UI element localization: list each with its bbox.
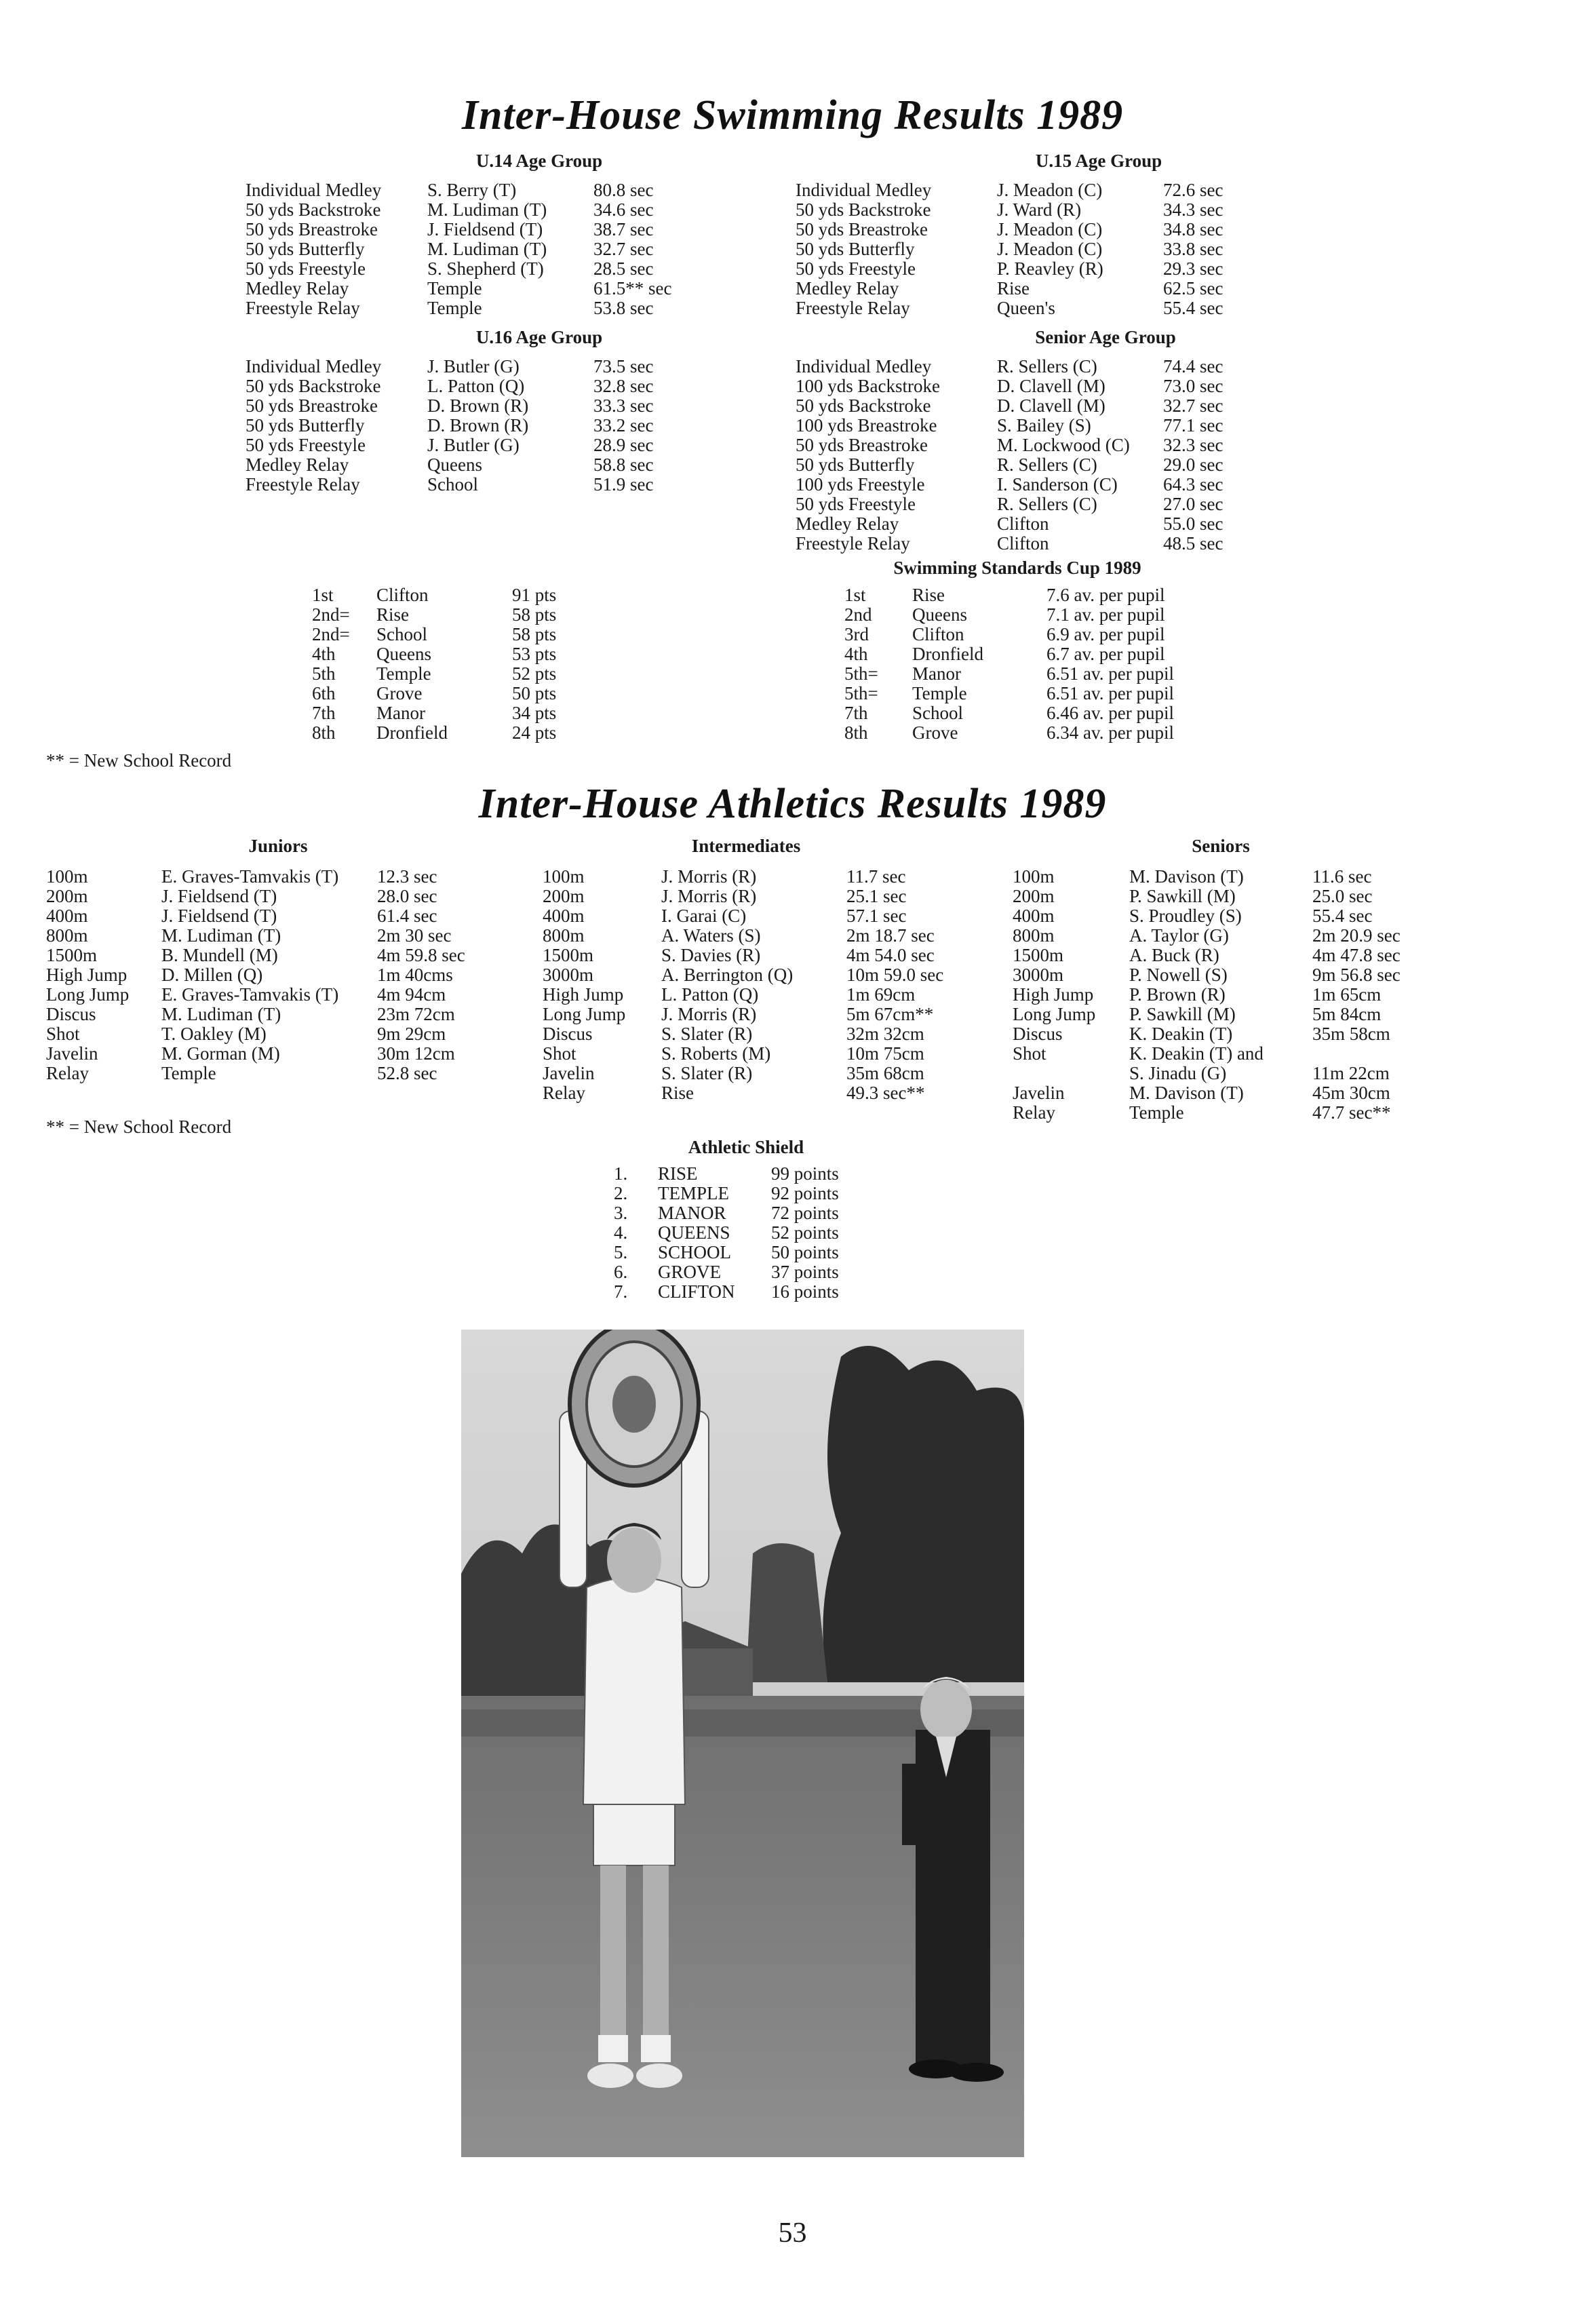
cell-name: Manor (376, 703, 425, 723)
cell-name: RISE (658, 1163, 698, 1184)
cell-event: Javelin (543, 1063, 595, 1083)
cell-event: 1500m (46, 945, 98, 965)
cell-event: 2nd= (312, 604, 350, 625)
cell-name: D. Brown (R) (427, 415, 529, 435)
cell-name: TEMPLE (658, 1183, 729, 1203)
cell-name: Rise (912, 585, 945, 605)
cell-name: S. Slater (R) (661, 1063, 753, 1083)
cell-result: 11.7 sec (846, 866, 906, 887)
cell-result: 37 points (771, 1262, 839, 1282)
cell-name: Rise (376, 604, 410, 625)
cell-name: P. Brown (R) (1129, 984, 1226, 1005)
cell-name: S. Slater (R) (661, 1024, 753, 1044)
cell-name: I. Sanderson (C) (997, 474, 1118, 495)
cell-name: T. Oakley (M) (161, 1024, 267, 1044)
cell-result: 1m 65cm (1312, 984, 1382, 1005)
cell-result: 52 points (771, 1222, 839, 1243)
cell-result: 47.7 sec** (1312, 1102, 1391, 1123)
cell-event: 3000m (1013, 965, 1064, 985)
cell-event: 50 yds Breastroke (246, 395, 378, 416)
cell-name: I. Garai (C) (661, 906, 747, 926)
senior-heading: Senior Age Group (1035, 327, 1176, 347)
cell-result: 77.1 sec (1163, 415, 1224, 435)
cell-result: 33.3 sec (593, 395, 654, 416)
cell-result: 55.0 sec (1163, 514, 1224, 534)
cell-name: SCHOOL (658, 1242, 732, 1262)
cell-event: Freestyle Relay (246, 298, 360, 318)
cell-result: 23m 72cm (377, 1004, 455, 1024)
cell-name: Grove (912, 722, 958, 743)
cell-name: S. Davies (R) (661, 945, 761, 965)
cell-name: Rise (661, 1083, 694, 1103)
cell-result: 6.51 av. per pupil (1046, 683, 1174, 703)
cell-result: 30m 12cm (377, 1043, 455, 1064)
cell-result: 61.5** sec (593, 278, 672, 298)
cell-result: 58 pts (512, 604, 557, 625)
cell-result: 49.3 sec** (846, 1083, 925, 1103)
cell-result: 29.0 sec (1163, 454, 1224, 475)
cell-result: 33.8 sec (1163, 239, 1224, 259)
u16-heading: U.16 Age Group (475, 327, 603, 347)
cell-name: K. Deakin (T) (1129, 1024, 1233, 1044)
cell-name: Queens (376, 644, 431, 664)
cell-name: S. Shepherd (T) (427, 258, 544, 279)
cell-event: Medley Relay (246, 278, 349, 298)
cell-event: Long Jump (543, 1004, 626, 1024)
cell-event: Medley Relay (796, 278, 899, 298)
cell-name: M. Lockwood (C) (997, 435, 1130, 455)
cell-result: 62.5 sec (1163, 278, 1224, 298)
cell-result: 55.4 sec (1163, 298, 1224, 318)
cell-event: Shot (46, 1024, 80, 1044)
cell-event: Discus (1013, 1024, 1063, 1044)
cell-event: 5th (312, 663, 336, 684)
cell-name: L. Patton (Q) (661, 984, 759, 1005)
cell-name: A. Berrington (Q) (661, 965, 794, 985)
cell-event: 400m (543, 906, 585, 926)
cell-event: 50 yds Backstroke (796, 395, 931, 416)
cell-event: 1st (844, 585, 866, 605)
cell-event: Discus (543, 1024, 593, 1044)
cell-event: 3000m (543, 965, 594, 985)
cell-name: D. Clavell (M) (997, 395, 1105, 416)
cell-result: 6.46 av. per pupil (1046, 703, 1174, 723)
cell-name: K. Deakin (T) and (1129, 1043, 1264, 1064)
cell-event: Relay (1013, 1102, 1055, 1123)
cell-name: Dronfield (376, 722, 448, 743)
cell-event: Javelin (46, 1043, 98, 1064)
cell-name: R. Sellers (C) (997, 454, 1097, 475)
cell-name: D. Millen (Q) (161, 965, 263, 985)
cell-event: 1. (614, 1163, 628, 1184)
cell-result: 33.2 sec (593, 415, 654, 435)
cell-name: P. Nowell (S) (1129, 965, 1228, 985)
u15-heading: U.15 Age Group (1035, 151, 1162, 171)
cell-event: 8th (844, 722, 868, 743)
cell-event: Relay (543, 1083, 585, 1103)
cell-event: Medley Relay (796, 514, 899, 534)
cell-event: Individual Medley (796, 180, 932, 200)
cell-event: 50 yds Backstroke (796, 199, 931, 220)
cell-result: 12.3 sec (377, 866, 437, 887)
cell-result: 28.0 sec (377, 886, 437, 906)
cell-event: 800m (543, 925, 585, 946)
cell-event: 100m (46, 866, 88, 887)
cell-name: J. Butler (G) (427, 356, 520, 376)
cell-result: 32.8 sec (593, 376, 654, 396)
cell-name: Rise (997, 278, 1030, 298)
cell-result: 34.6 sec (593, 199, 654, 220)
cell-result: 9m 56.8 sec (1312, 965, 1401, 985)
cell-event: 2. (614, 1183, 628, 1203)
cell-result: 6.51 av. per pupil (1046, 663, 1174, 684)
cell-name: Clifton (997, 514, 1049, 534)
cell-result: 28.9 sec (593, 435, 654, 455)
cell-event: 100 yds Freestyle (796, 474, 925, 495)
cell-name: E. Graves-Tamvakis (T) (161, 866, 339, 887)
athletics-title: Inter-House Athletics Results 1989 (478, 781, 1107, 827)
cell-result: 24 pts (512, 722, 557, 743)
cell-event: 50 yds Butterfly (796, 239, 915, 259)
cell-event: 1500m (1013, 945, 1064, 965)
cell-event: 100m (1013, 866, 1055, 887)
trophy-photo (461, 1330, 1024, 2157)
cell-result: 34.3 sec (1163, 199, 1224, 220)
cell-result: 50 points (771, 1242, 839, 1262)
cell-event: Freestyle Relay (246, 474, 360, 495)
cell-event: 50 yds Butterfly (246, 239, 365, 259)
cell-event: Relay (46, 1063, 89, 1083)
swimming-record-note: ** = New School Record (46, 750, 232, 771)
cell-event: 50 yds Freestyle (796, 494, 916, 514)
cell-event: 8th (312, 722, 336, 743)
cell-event: Long Jump (1013, 1004, 1096, 1024)
cell-name: A. Taylor (G) (1129, 925, 1229, 946)
cell-result: 53 pts (512, 644, 557, 664)
cell-event: Shot (543, 1043, 576, 1064)
swimming-title: Inter-House Swimming Results 1989 (461, 92, 1124, 138)
cell-name: P. Sawkill (M) (1129, 1004, 1236, 1024)
cell-event: 50 yds Backstroke (246, 376, 381, 396)
cell-event: 800m (1013, 925, 1055, 946)
cell-name: S. Roberts (M) (661, 1043, 771, 1064)
athletic-shield-heading: Athletic Shield (688, 1137, 804, 1157)
cell-name: M. Gorman (M) (161, 1043, 280, 1064)
cell-result: 34 pts (512, 703, 557, 723)
cell-event: 50 yds Breastroke (246, 219, 378, 239)
cell-name: Queens (912, 604, 967, 625)
cell-result: 9m 29cm (377, 1024, 446, 1044)
cell-event: 1500m (543, 945, 594, 965)
cell-result: 57.1 sec (846, 906, 907, 926)
cell-result: 73.0 sec (1163, 376, 1224, 396)
cell-name: Manor (912, 663, 961, 684)
cell-result: 4m 94cm (377, 984, 446, 1005)
cell-result: 80.8 sec (593, 180, 654, 200)
cell-event: Individual Medley (246, 180, 382, 200)
cell-event: 2nd (844, 604, 872, 625)
cell-name: Temple (376, 663, 431, 684)
cell-event: Individual Medley (246, 356, 382, 376)
cell-event: 400m (1013, 906, 1055, 926)
cell-result: 29.3 sec (1163, 258, 1224, 279)
cell-result: 5m 67cm** (846, 1004, 934, 1024)
cell-result: 58.8 sec (593, 454, 654, 475)
cell-event: Individual Medley (796, 356, 932, 376)
cell-result: 2m 30 sec (377, 925, 452, 946)
cell-result: 50 pts (512, 683, 557, 703)
cell-name: Temple (1129, 1102, 1184, 1123)
cell-result: 38.7 sec (593, 219, 654, 239)
cell-result: 4m 59.8 sec (377, 945, 465, 965)
cell-result: 28.5 sec (593, 258, 654, 279)
cell-result: 27.0 sec (1163, 494, 1224, 514)
cell-result: 11.6 sec (1312, 866, 1372, 887)
cell-name: School (912, 703, 964, 723)
cell-name: Dronfield (912, 644, 983, 664)
cell-result: 6.34 av. per pupil (1046, 722, 1174, 743)
cell-result: 35m 58cm (1312, 1024, 1390, 1044)
cell-name: M. Davison (T) (1129, 1083, 1244, 1103)
cell-name: R. Sellers (C) (997, 356, 1097, 376)
cell-event: Long Jump (46, 984, 130, 1005)
cell-result: 51.9 sec (593, 474, 654, 495)
cell-event: 4th (312, 644, 336, 664)
cell-result: 52.8 sec (377, 1063, 437, 1083)
cell-result: 99 points (771, 1163, 839, 1184)
athletics-record-note: ** = New School Record (46, 1117, 232, 1137)
cell-name: A. Buck (R) (1129, 945, 1219, 965)
cell-name: MANOR (658, 1203, 726, 1223)
cell-event: 6. (614, 1262, 628, 1282)
cell-result: 32.7 sec (593, 239, 654, 259)
cell-name: School (376, 624, 428, 644)
cell-name: Temple (912, 683, 967, 703)
cell-name: Temple (161, 1063, 216, 1083)
cell-name: M. Ludiman (T) (427, 199, 547, 220)
cell-event: 7th (312, 703, 336, 723)
cell-result: 11m 22cm (1312, 1063, 1390, 1083)
seniors-heading: Seniors (1192, 836, 1250, 856)
cell-event: Javelin (1013, 1083, 1065, 1103)
cell-result: 91 pts (512, 585, 557, 605)
cell-result: 5m 84cm (1312, 1004, 1382, 1024)
cell-event: 50 yds Freestyle (246, 435, 366, 455)
cell-name: J. Morris (R) (661, 866, 757, 887)
cell-name: S. Jinadu (G) (1129, 1063, 1227, 1083)
cell-event: 100 yds Breastroke (796, 415, 937, 435)
cell-name: D. Clavell (M) (997, 376, 1105, 396)
cell-name: P. Sawkill (M) (1129, 886, 1236, 906)
cell-name: Queen's (997, 298, 1055, 318)
standards-cup-heading: Swimming Standards Cup 1989 (893, 558, 1141, 578)
cell-event: 200m (1013, 886, 1055, 906)
cell-name: J. Morris (R) (661, 1004, 757, 1024)
cell-event: 4. (614, 1222, 628, 1243)
page-number: 53 (778, 2218, 807, 2249)
cell-result: 16 points (771, 1281, 839, 1302)
cell-name: D. Brown (R) (427, 395, 529, 416)
intermediates-heading: Intermediates (691, 836, 801, 856)
cell-event: 100m (543, 866, 585, 887)
cell-name: QUEENS (658, 1222, 730, 1243)
cell-event: 400m (46, 906, 88, 926)
cell-result: 52 pts (512, 663, 557, 684)
cell-result: 10m 75cm (846, 1043, 924, 1064)
cell-result: 25.1 sec (846, 886, 907, 906)
cell-result: 32.3 sec (1163, 435, 1224, 455)
cell-event: 50 yds Butterfly (246, 415, 365, 435)
cell-event: 5th= (844, 683, 878, 703)
cell-result: 34.8 sec (1163, 219, 1224, 239)
cell-event: High Jump (543, 984, 624, 1005)
cell-name: R. Sellers (C) (997, 494, 1097, 514)
cell-name: S. Berry (T) (427, 180, 517, 200)
cell-result: 53.8 sec (593, 298, 654, 318)
cell-result: 2m 18.7 sec (846, 925, 935, 946)
cell-result: 32m 32cm (846, 1024, 924, 1044)
juniors-heading: Juniors (248, 836, 308, 856)
cell-name: J. Fieldsend (T) (161, 906, 277, 926)
cell-result: 1m 40cms (377, 965, 453, 985)
cell-event: 50 yds Freestyle (246, 258, 366, 279)
cell-result: 92 points (771, 1183, 839, 1203)
cell-name: Queens (427, 454, 482, 475)
cell-name: M. Davison (T) (1129, 866, 1244, 887)
cell-result: 58 pts (512, 624, 557, 644)
cell-event: 1st (312, 585, 334, 605)
cell-event: 4th (844, 644, 868, 664)
cell-name: M. Ludiman (T) (161, 1004, 281, 1024)
cell-result: 6.9 av. per pupil (1046, 624, 1165, 644)
cell-name: Temple (427, 278, 482, 298)
cell-name: Clifton (376, 585, 429, 605)
cell-result: 45m 30cm (1312, 1083, 1390, 1103)
cell-event: 2nd= (312, 624, 350, 644)
cell-event: Medley Relay (246, 454, 349, 475)
cell-name: Temple (427, 298, 482, 318)
cell-event: 50 yds Butterfly (796, 454, 915, 475)
cell-result: 73.5 sec (593, 356, 654, 376)
cell-event: High Jump (1013, 984, 1094, 1005)
cell-result: 72 points (771, 1203, 839, 1223)
cell-event: Freestyle Relay (796, 298, 910, 318)
cell-result: 25.0 sec (1312, 886, 1373, 906)
cell-result: 7.1 av. per pupil (1046, 604, 1165, 625)
cell-name: A. Waters (S) (661, 925, 761, 946)
cell-name: J. Butler (G) (427, 435, 520, 455)
cell-result: 2m 20.9 sec (1312, 925, 1401, 946)
cell-name: Clifton (997, 533, 1049, 554)
cell-event: 200m (543, 886, 585, 906)
cell-result: 7.6 av. per pupil (1046, 585, 1165, 605)
cell-result: 72.6 sec (1163, 180, 1224, 200)
cell-result: 10m 59.0 sec (846, 965, 944, 985)
cell-name: J. Fieldsend (T) (161, 886, 277, 906)
cell-event: 50 yds Breastroke (796, 219, 928, 239)
cell-name: School (427, 474, 479, 495)
cell-name: S. Bailey (S) (997, 415, 1091, 435)
cell-name: J. Morris (R) (661, 886, 757, 906)
cell-result: 32.7 sec (1163, 395, 1224, 416)
cell-event: Discus (46, 1004, 96, 1024)
u14-heading: U.14 Age Group (475, 151, 603, 171)
cell-event: 50 yds Breastroke (796, 435, 928, 455)
cell-name: J. Ward (R) (997, 199, 1082, 220)
cell-event: 100 yds Backstroke (796, 376, 940, 396)
cell-event: High Jump (46, 965, 128, 985)
cell-event: 200m (46, 886, 88, 906)
cell-event: 50 yds Freestyle (796, 258, 916, 279)
cell-event: 50 yds Backstroke (246, 199, 381, 220)
cell-event: 800m (46, 925, 88, 946)
cell-name: CLIFTON (658, 1281, 735, 1302)
cell-event: Shot (1013, 1043, 1046, 1064)
cell-name: J. Meadon (C) (997, 180, 1103, 200)
cell-name: S. Proudley (S) (1129, 906, 1242, 926)
cell-name: P. Reavley (R) (997, 258, 1103, 279)
cell-name: M. Ludiman (T) (427, 239, 547, 259)
cell-event: 5th= (844, 663, 878, 684)
cell-result: 74.4 sec (1163, 356, 1224, 376)
trophy-photo-image (461, 1330, 1024, 2157)
cell-event: 7th (844, 703, 868, 723)
cell-name: Clifton (912, 624, 964, 644)
cell-result: 6.7 av. per pupil (1046, 644, 1165, 664)
cell-event: 6th (312, 683, 336, 703)
cell-name: J. Fieldsend (T) (427, 219, 543, 239)
cell-name: J. Meadon (C) (997, 219, 1103, 239)
cell-result: 4m 54.0 sec (846, 945, 935, 965)
cell-name: E. Graves-Tamvakis (T) (161, 984, 339, 1005)
cell-result: 61.4 sec (377, 906, 437, 926)
cell-event: 3rd (844, 624, 869, 644)
cell-event: 7. (614, 1281, 628, 1302)
cell-result: 1m 69cm (846, 984, 916, 1005)
cell-name: GROVE (658, 1262, 721, 1282)
cell-name: J. Meadon (C) (997, 239, 1103, 259)
cell-name: Grove (376, 683, 423, 703)
cell-result: 4m 47.8 sec (1312, 945, 1401, 965)
cell-event: 3. (614, 1203, 628, 1223)
cell-result: 35m 68cm (846, 1063, 924, 1083)
cell-result: 64.3 sec (1163, 474, 1224, 495)
cell-event: Freestyle Relay (796, 533, 910, 554)
cell-result: 48.5 sec (1163, 533, 1224, 554)
cell-result: 55.4 sec (1312, 906, 1373, 926)
cell-name: B. Mundell (M) (161, 945, 278, 965)
cell-name: M. Ludiman (T) (161, 925, 281, 946)
cell-name: L. Patton (Q) (427, 376, 525, 396)
cell-event: 5. (614, 1242, 628, 1262)
